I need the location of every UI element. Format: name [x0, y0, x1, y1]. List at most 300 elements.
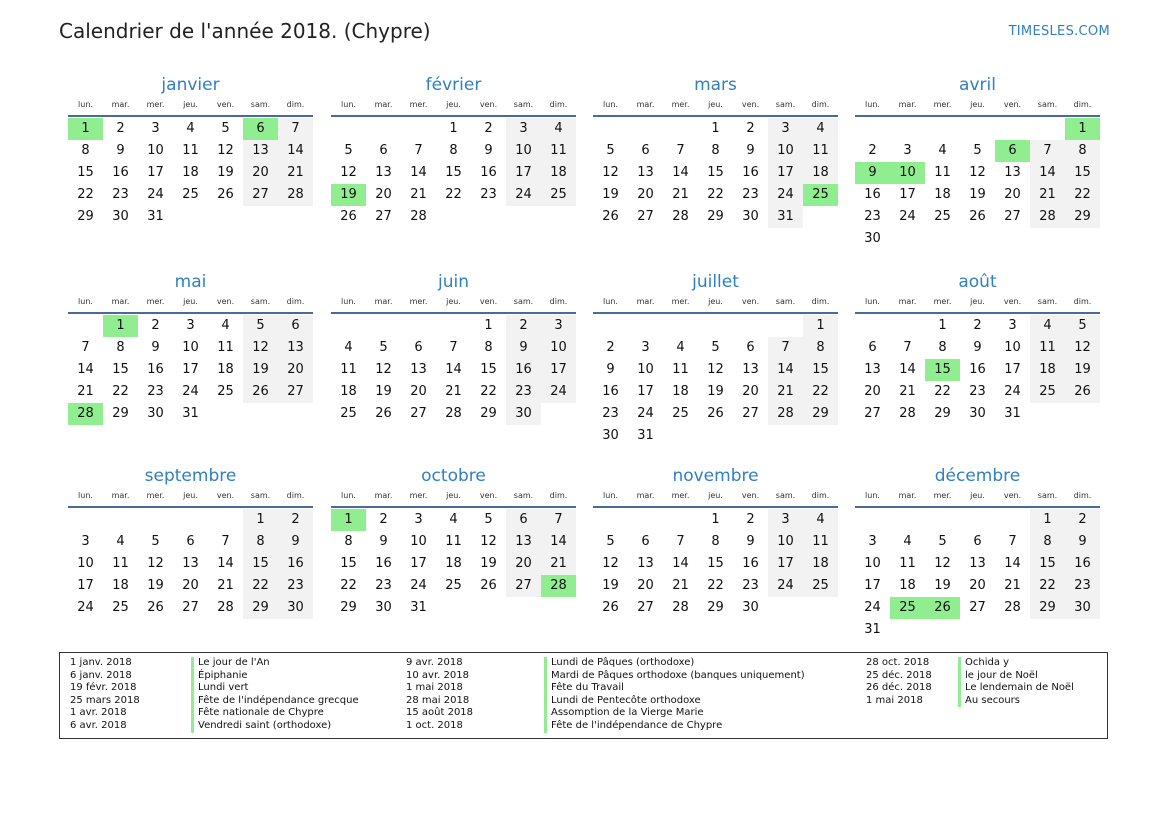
day-cell: 22: [445, 187, 462, 202]
day-cell: 11: [541, 140, 576, 162]
day-cell: 27: [410, 406, 427, 421]
day-cell: 24: [410, 578, 427, 593]
legend-holiday-name: Lundi vert: [191, 682, 359, 695]
day-cell: 22: [707, 187, 724, 202]
legend-names-column: [191, 657, 359, 733]
day-cell: 8: [938, 340, 947, 355]
day-cell: 23: [278, 575, 313, 597]
day-cell: 27: [742, 406, 759, 421]
day-cell: 23: [969, 384, 986, 399]
day-cell: 31: [147, 209, 164, 224]
day-cell: 10: [77, 556, 94, 571]
weekday-label: ven.: [1003, 297, 1022, 306]
empty-day-cell: [68, 509, 103, 531]
weekday-label: ven.: [216, 491, 235, 500]
day-cell: 12: [969, 165, 986, 180]
day-cell: 7: [1008, 534, 1017, 549]
day-cell: 24: [77, 600, 94, 615]
day-cell: 18: [217, 362, 234, 377]
weekday-label: ven.: [741, 491, 760, 500]
weekday-header-row: [331, 488, 576, 504]
day-cell: 30: [1065, 597, 1100, 619]
day-cell: 12: [602, 556, 619, 571]
month-name: mai: [174, 272, 207, 292]
day-cell: 7: [1030, 140, 1065, 162]
weekday-label: sam.: [250, 491, 271, 500]
day-cell: 30: [969, 406, 986, 421]
day-cell: 3: [768, 509, 803, 531]
empty-day-cell: [768, 315, 803, 337]
day-cell: 21: [217, 578, 234, 593]
day-cell: 24: [182, 384, 199, 399]
weekday-label: jeu.: [708, 297, 723, 306]
day-cell: 13: [182, 556, 199, 571]
weekday-label: mar.: [111, 491, 130, 500]
legend-date: 6 janv. 2018: [70, 669, 132, 681]
empty-day-cell: [995, 118, 1030, 140]
weekday-label: ven.: [216, 100, 235, 109]
weekday-label: jeu.: [446, 297, 461, 306]
empty-day-cell: [855, 509, 890, 531]
days-grid: [593, 509, 838, 619]
day-cell: 10: [147, 143, 164, 158]
day-cell: 15: [707, 165, 724, 180]
day-cell: 6: [414, 340, 423, 355]
day-cell: 27: [243, 184, 278, 206]
day-cell: 14: [899, 362, 916, 377]
day-cell: 10: [637, 362, 654, 377]
empty-day-cell: [855, 118, 890, 140]
day-cell: 4: [344, 340, 353, 355]
day-cell: 24: [637, 406, 654, 421]
day-cell: 10: [768, 140, 803, 162]
month-calendar: [68, 464, 313, 619]
day-cell: 30: [506, 403, 541, 425]
day-cell: 3: [768, 118, 803, 140]
empty-day-cell: [401, 118, 436, 140]
weekday-label: ven.: [1003, 100, 1022, 109]
day-cell: 14: [217, 556, 234, 571]
day-cell: 11: [182, 143, 199, 158]
day-cell: 14: [768, 359, 803, 381]
month-name: mars: [694, 75, 737, 95]
day-cell: 25: [803, 575, 838, 597]
day-cell: 24: [147, 187, 164, 202]
holiday-legend: [59, 652, 1108, 739]
day-cell: 29: [340, 600, 357, 615]
day-cell: 2: [151, 318, 160, 333]
weekday-label: mer.: [146, 297, 165, 306]
weekday-header-row: [855, 488, 1100, 504]
day-cell: 31: [768, 206, 803, 228]
day-cell: 19: [1065, 359, 1100, 381]
day-cell: 5: [151, 534, 160, 549]
day-cell: 21: [1004, 578, 1021, 593]
day-cell: 19: [969, 187, 986, 202]
month-divider: [855, 506, 1100, 508]
day-cell: 14: [541, 531, 576, 553]
day-cell: 23: [742, 578, 759, 593]
day-cell: 17: [147, 165, 164, 180]
day-cell: 4: [938, 143, 947, 158]
day-cell: 28: [1004, 600, 1021, 615]
day-cell: 13: [243, 140, 278, 162]
weekday-label: mer.: [933, 100, 952, 109]
day-cell: 10: [1004, 340, 1021, 355]
day-cell: 2: [116, 121, 125, 136]
legend-date: 26 déc. 2018: [866, 682, 932, 694]
day-cell: 12: [707, 362, 724, 377]
day-cell: 27: [182, 600, 199, 615]
weekday-label: mar.: [898, 100, 917, 109]
weekday-label: dim.: [1073, 100, 1092, 109]
weekday-label: mer.: [409, 100, 428, 109]
day-cell: 12: [480, 534, 497, 549]
weekday-label: jeu.: [446, 100, 461, 109]
day-cell: 16: [742, 165, 759, 180]
days-grid: [68, 315, 313, 425]
empty-day-cell: [208, 509, 243, 531]
day-cell: 16: [742, 556, 759, 571]
weekday-label: sam.: [250, 100, 271, 109]
empty-day-cell: [173, 509, 208, 531]
day-cell: 19: [217, 165, 234, 180]
legend-date: 1 oct. 2018: [406, 719, 463, 731]
day-cell: 24: [899, 209, 916, 224]
day-cell: 26: [1065, 381, 1100, 403]
day-cell: 28: [410, 209, 427, 224]
holiday-day-cell: 10: [890, 162, 925, 184]
day-cell: 11: [899, 556, 916, 571]
weekday-label: mar.: [111, 100, 130, 109]
day-cell: 29: [243, 597, 278, 619]
day-cell: 5: [221, 121, 230, 136]
day-cell: 6: [506, 509, 541, 531]
month-divider: [68, 115, 313, 117]
day-cell: 6: [973, 534, 982, 549]
weekday-label: sam.: [250, 297, 271, 306]
day-cell: 11: [1030, 337, 1065, 359]
legend-date: 1 mai 2018: [866, 694, 923, 706]
day-cell: 17: [182, 362, 199, 377]
weekday-label: mar.: [898, 491, 917, 500]
empty-day-cell: [628, 509, 663, 531]
holiday-day-cell: 28: [541, 575, 576, 597]
month-name: février: [425, 75, 482, 95]
weekday-label: mar.: [374, 100, 393, 109]
day-cell: 19: [375, 384, 392, 399]
day-cell: 15: [340, 556, 357, 571]
day-cell: 5: [606, 534, 615, 549]
day-cell: 7: [449, 340, 458, 355]
empty-day-cell: [890, 509, 925, 531]
empty-day-cell: [103, 509, 138, 531]
day-cell: 20: [410, 384, 427, 399]
legend-holiday-name: le jour de Noël: [958, 670, 1074, 683]
weekday-label: sam.: [1037, 297, 1058, 306]
weekday-label: mer.: [933, 491, 952, 500]
day-cell: 26: [243, 381, 278, 403]
empty-day-cell: [593, 315, 628, 337]
day-cell: 20: [969, 578, 986, 593]
day-cell: 16: [480, 165, 497, 180]
day-cell: 16: [602, 384, 619, 399]
day-cell: 23: [375, 578, 392, 593]
weekday-header-row: [68, 97, 313, 113]
month-divider: [331, 115, 576, 117]
day-cell: 11: [112, 556, 129, 571]
weekday-label: lun.: [603, 100, 618, 109]
legend-holiday-name: Vendredi saint (orthodoxe): [191, 720, 359, 733]
weekday-label: lun.: [865, 297, 880, 306]
day-cell: 14: [672, 165, 689, 180]
month-divider: [331, 312, 576, 314]
legend-holiday-name: Épiphanie: [191, 670, 359, 683]
month-divider: [593, 506, 838, 508]
day-cell: 12: [375, 362, 392, 377]
day-cell: 19: [147, 578, 164, 593]
day-cell: 23: [147, 384, 164, 399]
day-cell: 14: [278, 140, 313, 162]
day-cell: 25: [1030, 381, 1065, 403]
day-cell: 2: [746, 512, 755, 527]
brand-link[interactable]: TIMESLES.COM: [1008, 24, 1110, 39]
days-grid: [593, 315, 838, 447]
weekday-label: ven.: [741, 297, 760, 306]
day-cell: 17: [899, 187, 916, 202]
day-cell: 28: [768, 403, 803, 425]
day-cell: 2: [278, 509, 313, 531]
day-cell: 6: [379, 143, 388, 158]
day-cell: 25: [445, 578, 462, 593]
day-cell: 9: [746, 534, 755, 549]
weekday-label: dim.: [1073, 297, 1092, 306]
month-divider: [855, 115, 1100, 117]
holiday-day-cell: 6: [995, 140, 1030, 162]
empty-day-cell: [995, 509, 1030, 531]
day-cell: 17: [541, 359, 576, 381]
legend-date: 9 avr. 2018: [406, 657, 463, 668]
day-cell: 17: [637, 384, 654, 399]
day-cell: 21: [1030, 184, 1065, 206]
day-cell: 4: [221, 318, 230, 333]
day-cell: 12: [243, 337, 278, 359]
day-cell: 5: [973, 143, 982, 158]
day-cell: 29: [707, 600, 724, 615]
day-cell: 12: [934, 556, 951, 571]
weekday-label: lun.: [78, 100, 93, 109]
weekday-label: lun.: [341, 491, 356, 500]
day-cell: 1: [803, 315, 838, 337]
day-cell: 17: [768, 553, 803, 575]
empty-day-cell: [628, 118, 663, 140]
holiday-day-cell: 1: [68, 118, 103, 140]
month-name: août: [958, 272, 997, 292]
day-cell: 28: [445, 406, 462, 421]
day-cell: 12: [1065, 337, 1100, 359]
day-cell: 18: [672, 384, 689, 399]
day-cell: 18: [1030, 359, 1065, 381]
day-cell: 27: [864, 406, 881, 421]
day-cell: 1: [1030, 509, 1065, 531]
weekday-label: ven.: [479, 297, 498, 306]
day-cell: 1: [938, 318, 947, 333]
day-cell: 21: [768, 381, 803, 403]
day-cell: 26: [340, 209, 357, 224]
month-calendar: [68, 270, 313, 425]
day-cell: 17: [410, 556, 427, 571]
day-cell: 24: [1004, 384, 1021, 399]
month-calendar: [855, 270, 1100, 425]
day-cell: 16: [278, 553, 313, 575]
day-cell: 13: [969, 556, 986, 571]
weekday-label: lun.: [341, 297, 356, 306]
month-calendar: [593, 73, 838, 228]
holiday-day-cell: 1: [103, 315, 138, 337]
day-cell: 21: [445, 384, 462, 399]
day-cell: 27: [637, 209, 654, 224]
day-cell: 13: [278, 337, 313, 359]
weekday-label: ven.: [479, 100, 498, 109]
day-cell: 16: [112, 165, 129, 180]
day-cell: 3: [641, 340, 650, 355]
legend-date: 28 oct. 2018: [866, 657, 930, 668]
days-grid: [855, 118, 1100, 250]
day-cell: 29: [934, 406, 951, 421]
legend-holiday-name: Fête nationale de Chypre: [191, 707, 359, 720]
day-cell: 9: [278, 531, 313, 553]
weekday-label: dim.: [286, 297, 305, 306]
day-cell: 6: [641, 534, 650, 549]
holiday-day-cell: 25: [890, 597, 925, 619]
weekday-label: lun.: [341, 100, 356, 109]
day-cell: 23: [480, 187, 497, 202]
day-cell: 4: [186, 121, 195, 136]
day-cell: 9: [973, 340, 982, 355]
day-cell: 18: [803, 553, 838, 575]
legend-holiday-name: Fête de l'indépendance grecque: [191, 695, 359, 708]
day-cell: 3: [868, 534, 877, 549]
day-cell: 9: [116, 143, 125, 158]
day-cell: 13: [410, 362, 427, 377]
weekday-label: jeu.: [708, 491, 723, 500]
day-cell: 31: [410, 600, 427, 615]
day-cell: 6: [186, 534, 195, 549]
day-cell: 22: [707, 578, 724, 593]
day-cell: 22: [803, 381, 838, 403]
day-cell: 10: [506, 140, 541, 162]
day-cell: 13: [506, 531, 541, 553]
day-cell: 25: [672, 406, 689, 421]
weekday-label: mer.: [671, 297, 690, 306]
day-cell: 29: [1030, 597, 1065, 619]
day-cell: 19: [602, 578, 619, 593]
day-cell: 3: [506, 118, 541, 140]
weekday-header-row: [68, 488, 313, 504]
day-cell: 14: [77, 362, 94, 377]
empty-day-cell: [890, 315, 925, 337]
day-cell: 7: [676, 143, 685, 158]
legend-date: 1 janv. 2018: [70, 657, 132, 668]
day-cell: 25: [112, 600, 129, 615]
day-cell: 5: [711, 340, 720, 355]
day-cell: 16: [969, 362, 986, 377]
day-cell: 28: [672, 600, 689, 615]
legend-holiday-name: Au secours: [958, 695, 1074, 708]
day-cell: 31: [637, 428, 654, 443]
day-cell: 22: [1065, 184, 1100, 206]
weekday-label: dim.: [286, 491, 305, 500]
day-cell: 18: [803, 162, 838, 184]
day-cell: 18: [445, 556, 462, 571]
weekday-header-row: [855, 294, 1100, 310]
legend-date: 1 mai 2018: [406, 682, 463, 694]
day-cell: 11: [340, 362, 357, 377]
day-cell: 13: [1004, 165, 1021, 180]
day-cell: 20: [1004, 187, 1021, 202]
day-cell: 8: [484, 340, 493, 355]
day-cell: 8: [1065, 140, 1100, 162]
weekday-label: mer.: [146, 100, 165, 109]
weekday-label: sam.: [513, 491, 534, 500]
legend-dates-column: [866, 657, 932, 707]
month-divider: [593, 115, 838, 117]
day-cell: 29: [480, 406, 497, 421]
weekday-label: sam.: [775, 491, 796, 500]
day-cell: 16: [375, 556, 392, 571]
day-cell: 2: [746, 121, 755, 136]
day-cell: 21: [410, 187, 427, 202]
day-cell: 5: [379, 340, 388, 355]
day-cell: 30: [864, 231, 881, 246]
holiday-day-cell: 9: [855, 162, 890, 184]
day-cell: 20: [375, 187, 392, 202]
month-name: juillet: [692, 272, 739, 292]
empty-day-cell: [1030, 118, 1065, 140]
empty-day-cell: [960, 118, 995, 140]
day-cell: 29: [77, 209, 94, 224]
day-cell: 5: [484, 512, 493, 527]
day-cell: 28: [672, 209, 689, 224]
day-cell: 4: [116, 534, 125, 549]
days-grid: [68, 509, 313, 619]
day-cell: 20: [278, 359, 313, 381]
day-cell: 2: [379, 512, 388, 527]
weekday-label: mar.: [636, 491, 655, 500]
day-cell: 2: [506, 315, 541, 337]
day-cell: 15: [243, 553, 278, 575]
day-cell: 4: [803, 118, 838, 140]
weekday-label: mar.: [374, 491, 393, 500]
day-cell: 2: [868, 143, 877, 158]
weekday-label: mar.: [898, 297, 917, 306]
weekday-header-row: [593, 97, 838, 113]
month-name: décembre: [934, 466, 1021, 486]
day-cell: 27: [969, 600, 986, 615]
weekday-label: sam.: [775, 297, 796, 306]
day-cell: 24: [768, 575, 803, 597]
month-calendar: [331, 270, 576, 425]
day-cell: 2: [606, 340, 615, 355]
day-cell: 13: [864, 362, 881, 377]
day-cell: 11: [445, 534, 462, 549]
day-cell: 15: [445, 165, 462, 180]
day-cell: 15: [707, 556, 724, 571]
weekday-label: dim.: [1073, 491, 1092, 500]
day-cell: 4: [449, 512, 458, 527]
legend-date: 1 avr. 2018: [70, 707, 127, 719]
day-cell: 13: [742, 362, 759, 377]
